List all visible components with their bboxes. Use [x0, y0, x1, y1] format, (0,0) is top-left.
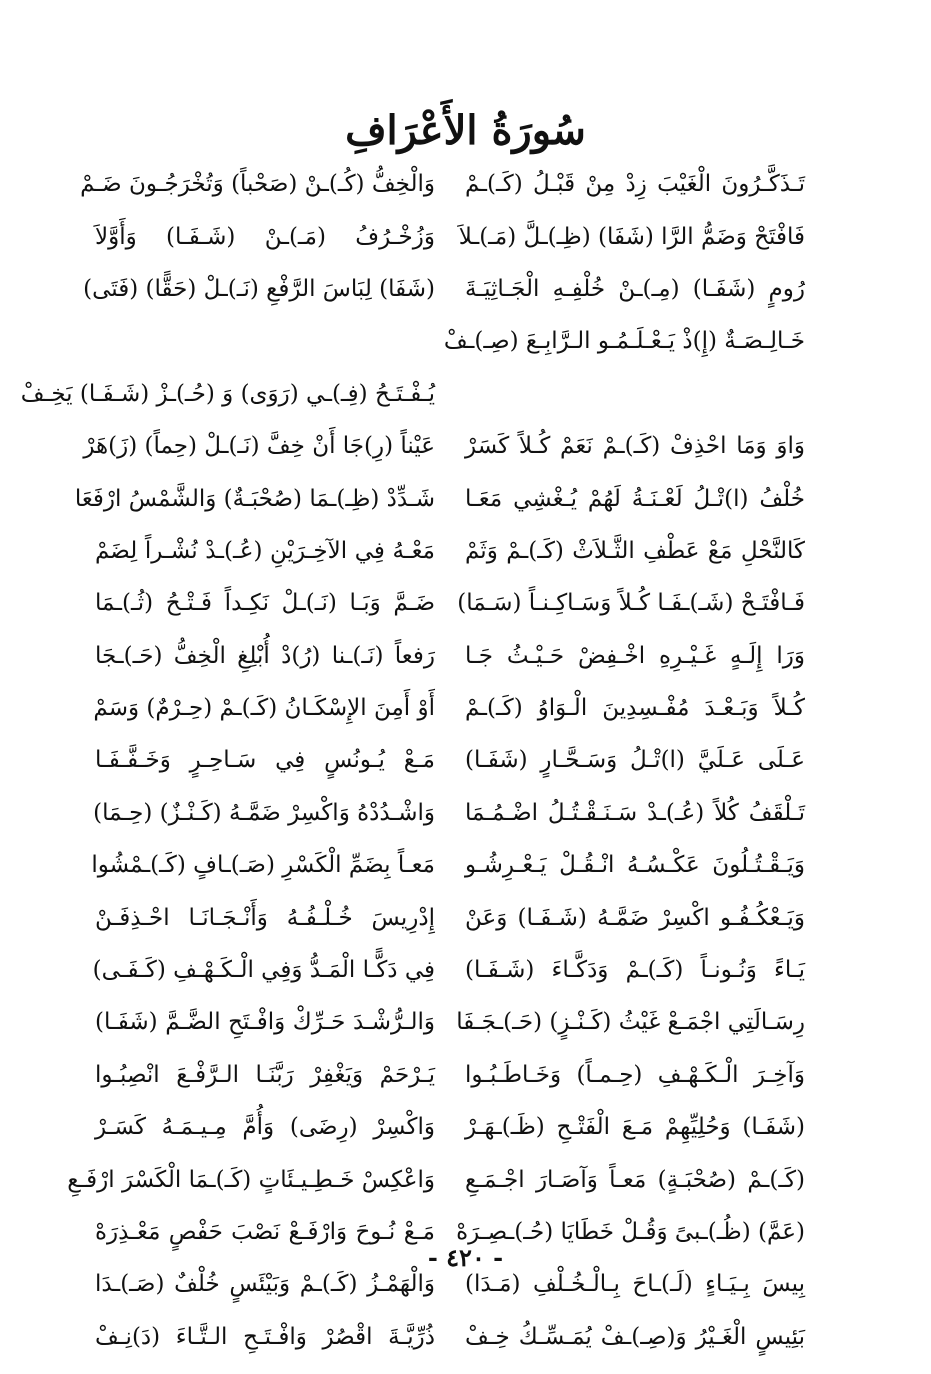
- poem-body: [20, 158, 805, 1363]
- right-hemistich: (عَمَّ) (ظُـ)ـبىً وَقُـلْ خَطَايَا (حُـ)ـصِـرَهْ: [456, 1219, 805, 1245]
- right-hemistich: خُلْفُ (ا)تْـلُ لَعْـنَـةُ لَهُمْ يُـغْشِي مَعَـا: [465, 485, 805, 512]
- right-hemistich: عَـلَى عَـلَيَّ (ا)تْـلُ وَسَـحَّـارٍ (شَفَـا): [465, 747, 805, 774]
- verse-line: [67, 1153, 805, 1205]
- verse-line: [95, 210, 805, 262]
- right-hemistich: رُومٍ (شَفَـا) (مِـ)ـنْ خُلْفِـهِ الْجَـاثِيَـةَ: [465, 275, 805, 302]
- left-hemistich: وَاشْـدُدْهُ وَاكْسِرْ ضَمَّـهُ (كَـنْـزٌ) (حِـمَا): [93, 799, 435, 826]
- verse-line: [95, 1049, 805, 1101]
- right-hemistich: تَـذَكَّـرُونَ الْغَيْبَ زِدْ مِنْ قَبْـلُ (كَـ)ـمْ: [465, 171, 805, 198]
- verse-line: [91, 839, 805, 891]
- verse-line: [95, 996, 805, 1048]
- left-hemistich: شَـدِّدْ (ظِـ)ـمَا (صُحْبَـةٌ) وَالشَّمْسُ ارْفَعَا: [74, 485, 435, 512]
- left-hemistich: (شَفَا) لِبَاسَ الرَّفْعِ (نَـ)ـلْ (حَقًّا) (فَتَى): [83, 275, 435, 302]
- verse-line: [95, 682, 805, 734]
- right-hemistich: وَيَـعْكُـفُـو اكْسِرْ ضَمَّـهُ (شَـفَـا) وَعَنْ: [465, 904, 805, 931]
- left-hemistich: وَزُخْـرُفُ (مَـ)ـنْ (شَـفَـا) وَأَوَّلاَ: [95, 223, 435, 250]
- verse-line: [95, 1311, 805, 1363]
- right-hemistich: بَئِيسٍ الْغَـيْرُ وَ(صِـ)ـفْ يُمَـسِّـكُ خِـفْ: [465, 1323, 805, 1350]
- right-hemistich: رِسَـالَتِي اجْمَـعْ غَيْثُ (كَـنْـزٍ) (حَـ)ـجَـفَا: [456, 1009, 805, 1036]
- right-hemistich: وَاوَ وَمَا احْذِفْ (كَـ)ـمْ نَعَمْ كُـلاً كَسَرْ: [465, 433, 805, 460]
- verse-line: [83, 420, 805, 472]
- page-number: - ٤٢٠ -: [427, 1243, 504, 1272]
- right-hemistich: وَآخِـرَ الْـكَـهْـفِ (حِـمـاً) وَخَـاطَـبُـوا: [465, 1061, 805, 1088]
- left-hemistich: وَالْهَمْـزُ (كَـ)ـمْ وَبَيْئَسٍ خُلْفٌ (صَـ)ـدَا: [95, 1271, 435, 1298]
- left-hemistich: وَاكْسِرْ (رِضَى) وَأُمَّ مِـيـمَـهُ كَسَـرْ: [95, 1114, 435, 1141]
- right-hemistich: فَـافْتَـحْ (شَـ)ـفَـا كُـلاً وَسَـاكِـنـاً (سَـمَا): [457, 590, 805, 617]
- left-hemistich: وَالـرُّشْـدَ حَـرِّكْ وَافْـتَحِ الضَّـمَّ (شَفَـا): [95, 1009, 435, 1036]
- left-hemistich: إِدْرِيسَ خُـلْـفُـهُ وَأَنْـجَـانَـا احْـذِفَـنْ: [95, 904, 435, 931]
- left-hemistich: أَوْ أَمِنَ الإِسْكَـانُ (كَـ)ـمْ (حِـرْمٌ) وَسَمْ: [93, 695, 435, 722]
- verse-line: [20, 368, 805, 420]
- verse-line: [74, 472, 805, 524]
- verse-line: [95, 525, 805, 577]
- surah-title: سُورَةُ الأَعْرَافِ: [345, 107, 586, 154]
- right-hemistich: وَيَـقْـتُـلُونَ عَكْـسُـهُ انْـقُـلْ يَـعْـرِشُـو: [465, 852, 805, 879]
- left-hemistich: فِي دَكًّـا الْمَـدُّ وَفِي الْـكَـهْـفِ (كَـفَـى): [92, 957, 435, 984]
- verse-line: [95, 577, 805, 629]
- left-hemistich: وَالْخِفُّ (كُـ)ـنْ (صَحْباً) وَتُخْرَجُـونَ ضَـمْ: [80, 171, 435, 198]
- right-hemistich: تَـلْقَفُ كُلاً (عُـ)ـدْ سَـنَـقْـتُـلُ اضْـمُـمَا: [465, 799, 805, 826]
- left-hemistich: مَعْـهُ فِي الآخِـرَيْنِ (عُـ)ـدْ نُشْـراً لِضَمْ: [95, 537, 435, 564]
- left-hemistich: مَـعْ نُـوحَ وَارْفَـعْ نَصْبَ حَفْصٍ مَعْـذِرَهْ: [95, 1219, 435, 1245]
- left-hemistich: ضَـمَّ وَبَـا (نَـ)ـلْ نَكِـداً فَـتْـحُ (ثُـ)ـمَا: [95, 590, 435, 617]
- left-hemistich: وَاعْكِسْ خَـطِـيـئَاتٍ (كَـ)ـمَا الْكَسْرَ ارْفَـعِ: [67, 1166, 435, 1193]
- left-hemistich: يُـفْـتَـحُ (فِـ)ـي (رَوَى) وَ (حُـ)ـزْ (شَـفَـا) يَخِـفْ: [20, 380, 435, 407]
- verse-line: [95, 315, 805, 367]
- verse-line: [83, 263, 805, 315]
- right-hemistich: وَرَا إِلَـهٍ غَـيْـرِهِ اخْـفِضْ حَـيْـثُ جَـا: [465, 642, 805, 669]
- verse-line: [95, 630, 805, 682]
- left-hemistich: يَـرْحَمْ وَيَغْفِرْ رَبَّنَـا الـرَّفْـعَ انْصِبُـوا: [95, 1061, 435, 1088]
- right-hemistich: يَـاءً وَنُـونـاً (كَـ)ـمْ وَدَكَّـاءَ (شَـفَـا): [465, 957, 805, 984]
- verse-line: [92, 944, 805, 996]
- left-hemistich: عَيْناً (رِ)جَا أَنْ خِفَّ (نَـ)ـلْ (حِماً) (زَ)هَرْ: [83, 433, 435, 460]
- right-hemistich: كُـلاً وَبَـعْـدَ مُفْـسِدِينَ الْـوَاوُ (كَـ)ـمْ: [465, 695, 805, 722]
- left-hemistich: مَعـاً بِضَمِّ الْكَسْرِ (صَـ)ـافٍ (كَـ)ـمْشُوا: [91, 852, 435, 879]
- left-hemistich: ذُرِّيَّـةَ اقْصُرْ وَافْـتَـحِ الـتَّـاءَ (دَ)نِـفْ: [95, 1323, 435, 1350]
- verse-line: [95, 734, 805, 786]
- verse-line: [95, 891, 805, 943]
- left-hemistich: رَفعاً (نَـ)ـنا (رُ)دْ أُبْلِغِ الْخِفُّ (حَـ)ـجَا: [95, 642, 435, 669]
- left-hemistich: مَـعْ يُـونُسٍ فِي سَـاحِـرٍ وَخَـفَّـفَـا: [95, 747, 435, 774]
- verse-line: [95, 787, 805, 839]
- right-hemistich: فَافْتَحْ وَضَمُّ الرَّا (شَفَا) (ظِـ)ـلَّ (مَـ)ـلاَ: [458, 223, 805, 250]
- verse-line: [80, 158, 805, 210]
- right-hemistich: (شَفَـا) وَحُلِيِّهِمْ مَـعَ الْفَتْـحِ (ظَـ)ـهَـرْ: [465, 1114, 805, 1141]
- right-hemistich: خَـالِـصَـةٌ (إِ)ذْ يَـعْـلَـمُـو الـرَّابِـعَ (صِـ)ـفْ: [443, 328, 805, 355]
- verse-line: [95, 1101, 805, 1153]
- right-hemistich: (كَـ)ـمْ (صُحْبَـةٍ) مَعـاً وَآصَـارَ اجْـمَـعِ: [465, 1166, 805, 1193]
- right-hemistich: بِيسَ بِـيَـاءٍ (لَـ)ـاحَ بِـالْـخُـلْفِ (مَـدَا): [465, 1271, 805, 1298]
- right-hemistich: كَالنَّحْلِ مَعْ عَطْفِ الثَّـلاَثْ (كَـ)ـمْ وَثَمْ: [465, 537, 805, 564]
